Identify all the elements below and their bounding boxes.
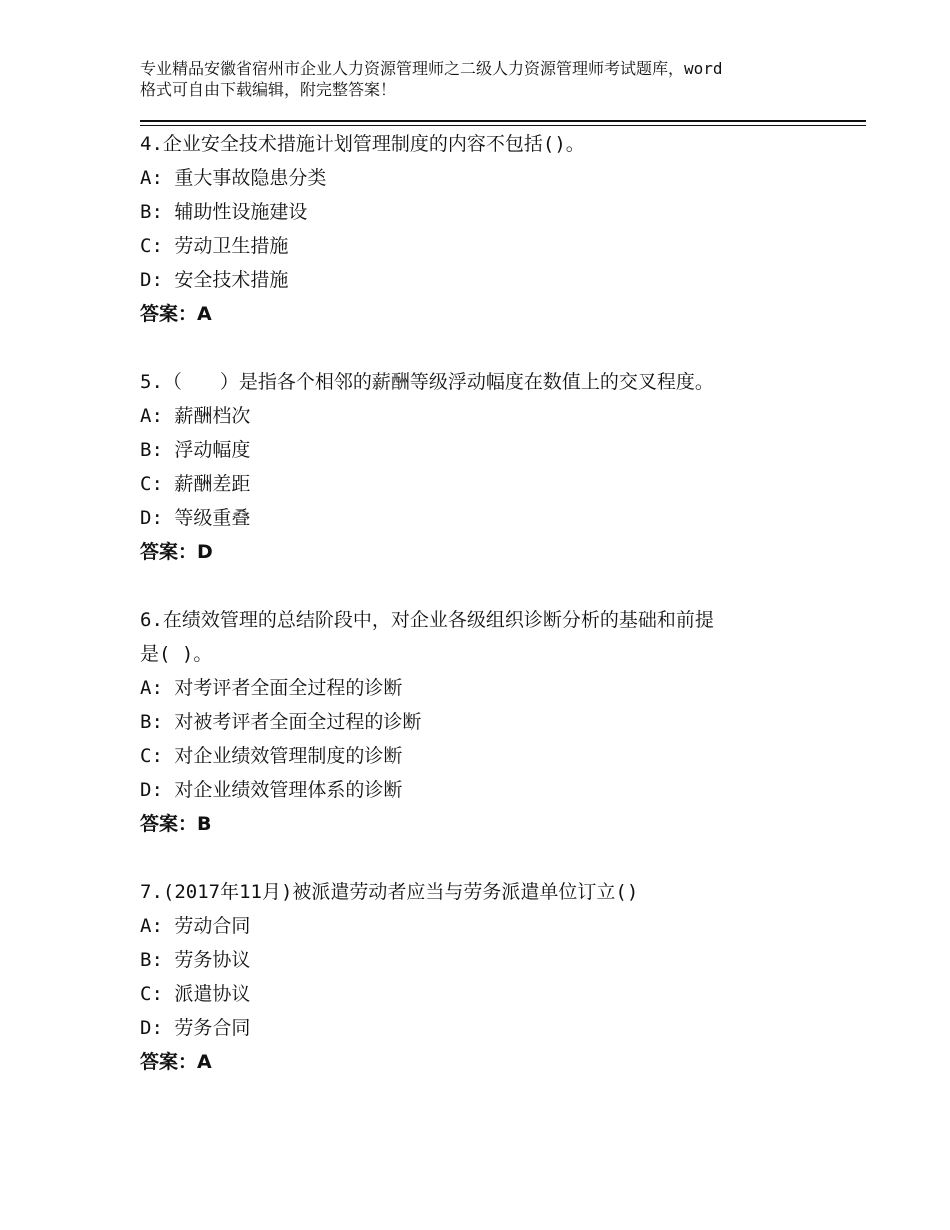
- question-7: [140, 875, 860, 1079]
- question-stem: 4.企业安全技术措施计划管理制度的内容不包括()。: [140, 133, 585, 155]
- question-stem: 7.(2017年11月)被派遣劳动者应当与劳务派遣单位订立(): [140, 881, 639, 903]
- question-stem-continued: 是( )。: [140, 643, 213, 665]
- option-d: D: 安全技术措施: [140, 269, 289, 291]
- option-a: A: 对考评者全面全过程的诊断: [140, 677, 403, 699]
- option-c: C: 对企业绩效管理制度的诊断: [140, 745, 403, 767]
- answer: 答案：D: [140, 541, 213, 563]
- header-line-2: 格式可自由下载编辑，附完整答案！: [140, 80, 397, 99]
- question-list: [140, 127, 860, 1113]
- option-d: D: 对企业绩效管理体系的诊断: [140, 779, 403, 801]
- option-d: D: 劳务合同: [140, 1017, 251, 1039]
- option-c: C: 派遣协议: [140, 983, 251, 1005]
- question-stem: 6.在绩效管理的总结阶段中，对企业各级组织诊断分析的基础和前提: [140, 609, 714, 631]
- option-c: C: 薪酬差距: [140, 473, 251, 495]
- answer: 答案：B: [140, 813, 212, 835]
- question-4: [140, 127, 860, 331]
- header-rule-thick: [140, 120, 866, 122]
- question-stem: 5.（ ）是指各个相邻的薪酬等级浮动幅度在数值上的交叉程度。: [140, 371, 714, 393]
- option-c: C: 劳动卫生措施: [140, 235, 289, 257]
- option-a: A: 劳动合同: [140, 915, 251, 937]
- option-a: A: 薪酬档次: [140, 405, 251, 427]
- option-a: A: 重大事故隐患分类: [140, 167, 327, 189]
- document-header: [140, 58, 840, 100]
- option-b: B: 对被考评者全面全过程的诊断: [140, 711, 422, 733]
- option-b: B: 辅助性设施建设: [140, 201, 308, 223]
- answer: 答案：A: [140, 1051, 212, 1073]
- question-5: [140, 365, 860, 569]
- answer: 答案：A: [140, 303, 212, 325]
- question-6: [140, 603, 860, 841]
- option-d: D: 等级重叠: [140, 507, 251, 529]
- option-b: B: 浮动幅度: [140, 439, 251, 461]
- option-b: B: 劳务协议: [140, 949, 251, 971]
- header-rule-thin: [140, 125, 866, 126]
- header-line-1: 专业精品安徽省宿州市企业人力资源管理师之二级人力资源管理师考试题库，word: [140, 59, 723, 78]
